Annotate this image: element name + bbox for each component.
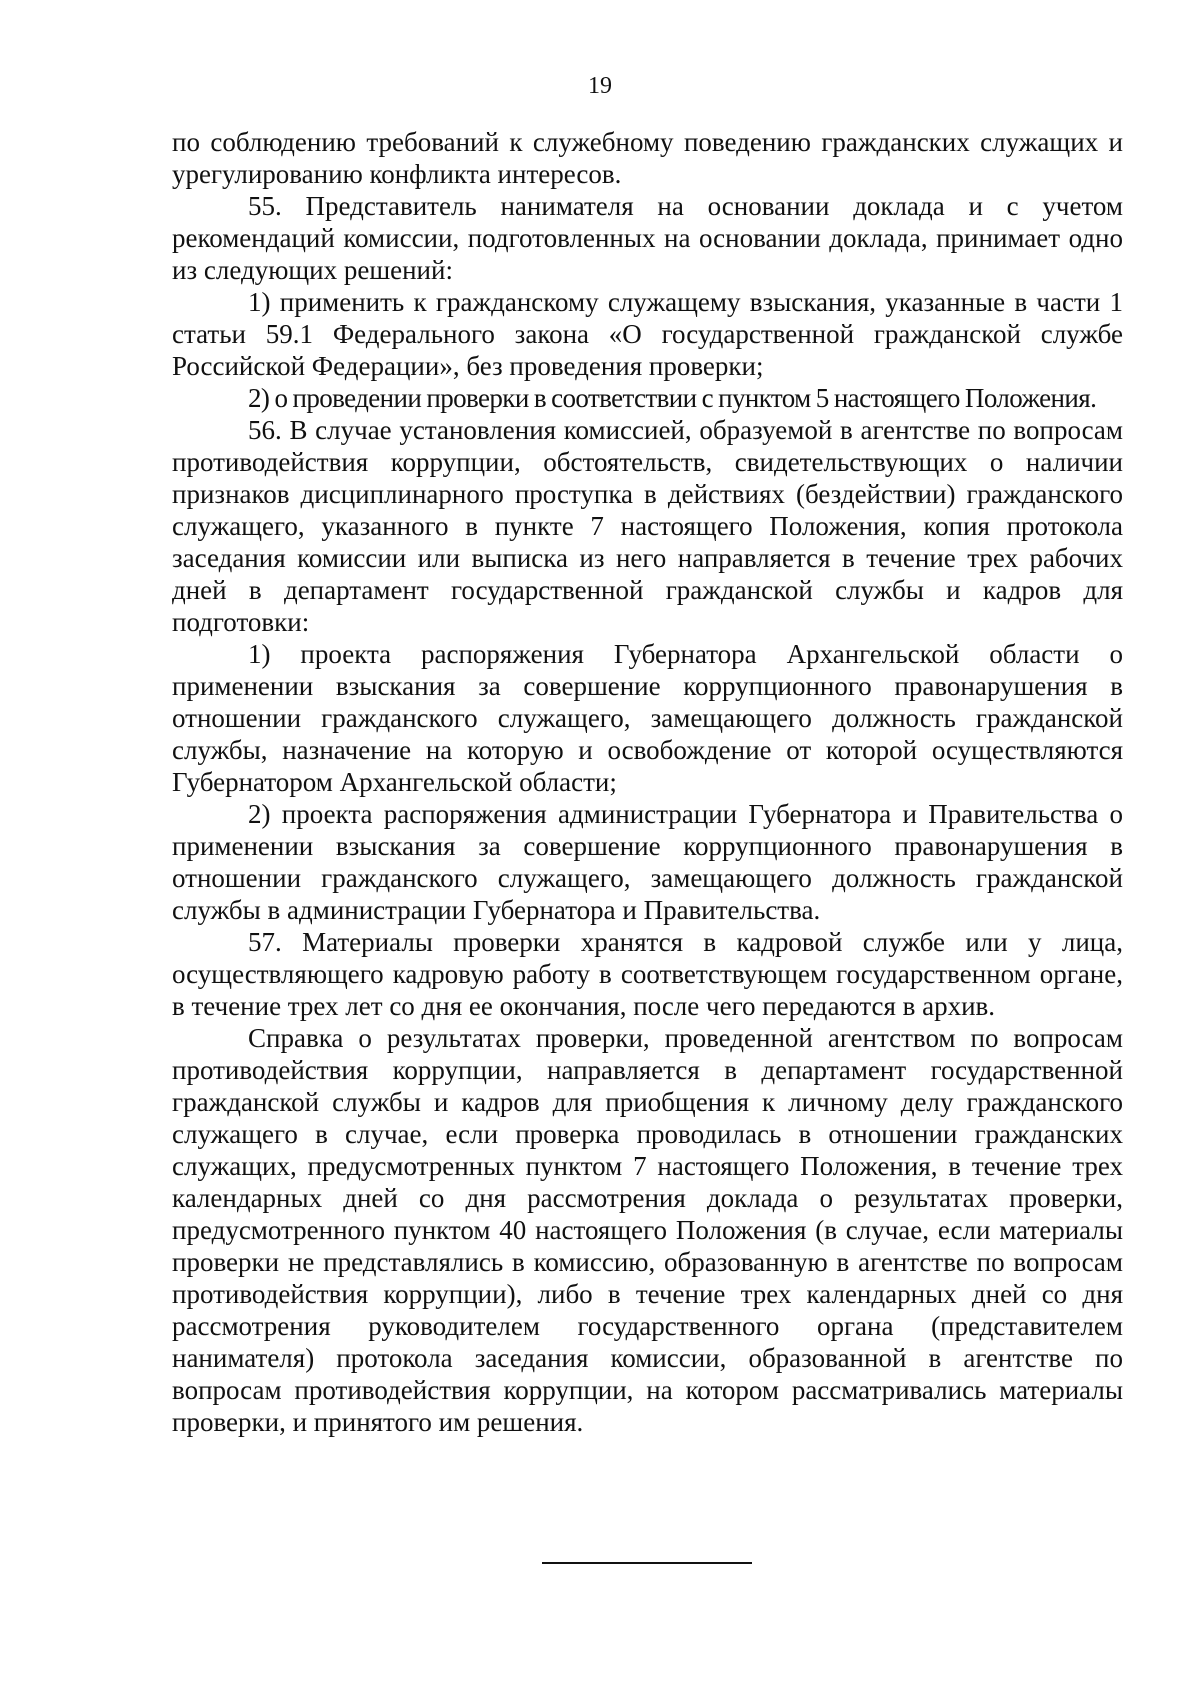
paragraph-56-item-2: 2) проекта распоряжения администрации Губернатора и Правительства о применении взыскания за совершение коррупционного правонарушения в отношении гражданского служащего, замещающего должность гражданской службы в администрации Губернатора и Правительства.: [172, 799, 1123, 925]
paragraph-verification-certificate: Справка о результатах проверки, проведенной агентством по вопросам противодействия коррупции, направляется в департамент государственной гражданской службы и кадров для приобщения к личному делу гражданского служащего в случае, если проверка проводилась в отношении гражданских служащих, предусмотренных пунктом 7 настоящего Положения, в течение трех календарных дней со дня рассмотрения доклада о результатах проверки, предусмотренного пунктом 40 настоящего Положения (в случае, если материалы проверки не представлялись в комиссию, образованную в агентстве по вопросам противодействия коррупции), либо в течение трех календарных дней со дня рассмотрения руководителем государственного органа (представителем нанимателя) протокола заседания комиссии, образованной в агентстве по вопросам противодействия коррупции, на котором рассматривались материалы проверки, и принятого им решения.: [172, 1023, 1123, 1437]
paragraph-57: 57. Материалы проверки хранятся в кадровой службе или у лица, осуществляющего кадровую работу в соответствующем государственном органе, в течение трех лет со дня ее окончания, после чего передаются в архив.: [172, 927, 1123, 1021]
paragraph-56-item-1: 1) проекта распоряжения Губернатора Архангельской области о применении взыскания за совершение коррупционного правонарушения в отношении гражданского служащего, замещающего должность гражданской службы, назначение на которую и освобождение от которой осуществляются Губернатором Архангельской области;: [172, 639, 1123, 797]
page-number: 19: [588, 73, 612, 99]
end-of-document-rule: [542, 1562, 752, 1564]
paragraph-55: 55. Представитель нанимателя на основании доклада и с учетом рекомендаций комиссии, подготовленных на основании доклада, принимает одно из следующих решений:: [172, 191, 1123, 285]
paragraph-55-item-2: 2) о проведении проверки в соответствии с пунктом 5 настоящего Положения.: [248, 383, 1097, 413]
paragraph-continuation: по соблюдению требований к служебному поведению гражданских служащих и урегулированию конфликта интересов.: [172, 127, 1123, 189]
paragraph-56: 56. В случае установления комиссией, образуемой в агентстве по вопросам противодействия коррупции, обстоятельств, свидетельствующих о наличии признаков дисциплинарного проступка в действиях (бездействии) гражданского служащего, указанного в пункте 7 настоящего Положения, копия протокола заседания комиссии или выписка из него направляется в течение трех рабочих дней в департамент государственной гражданской службы и кадров для подготовки:: [172, 415, 1123, 637]
document-body: [172, 126, 1123, 1438]
paragraph-55-item-1: 1) применить к гражданскому служащему взыскания, указанные в части 1 статьи 59.1 Федерального закона «О государственной гражданской службе Российской Федерации», без проведения проверки;: [172, 287, 1123, 381]
